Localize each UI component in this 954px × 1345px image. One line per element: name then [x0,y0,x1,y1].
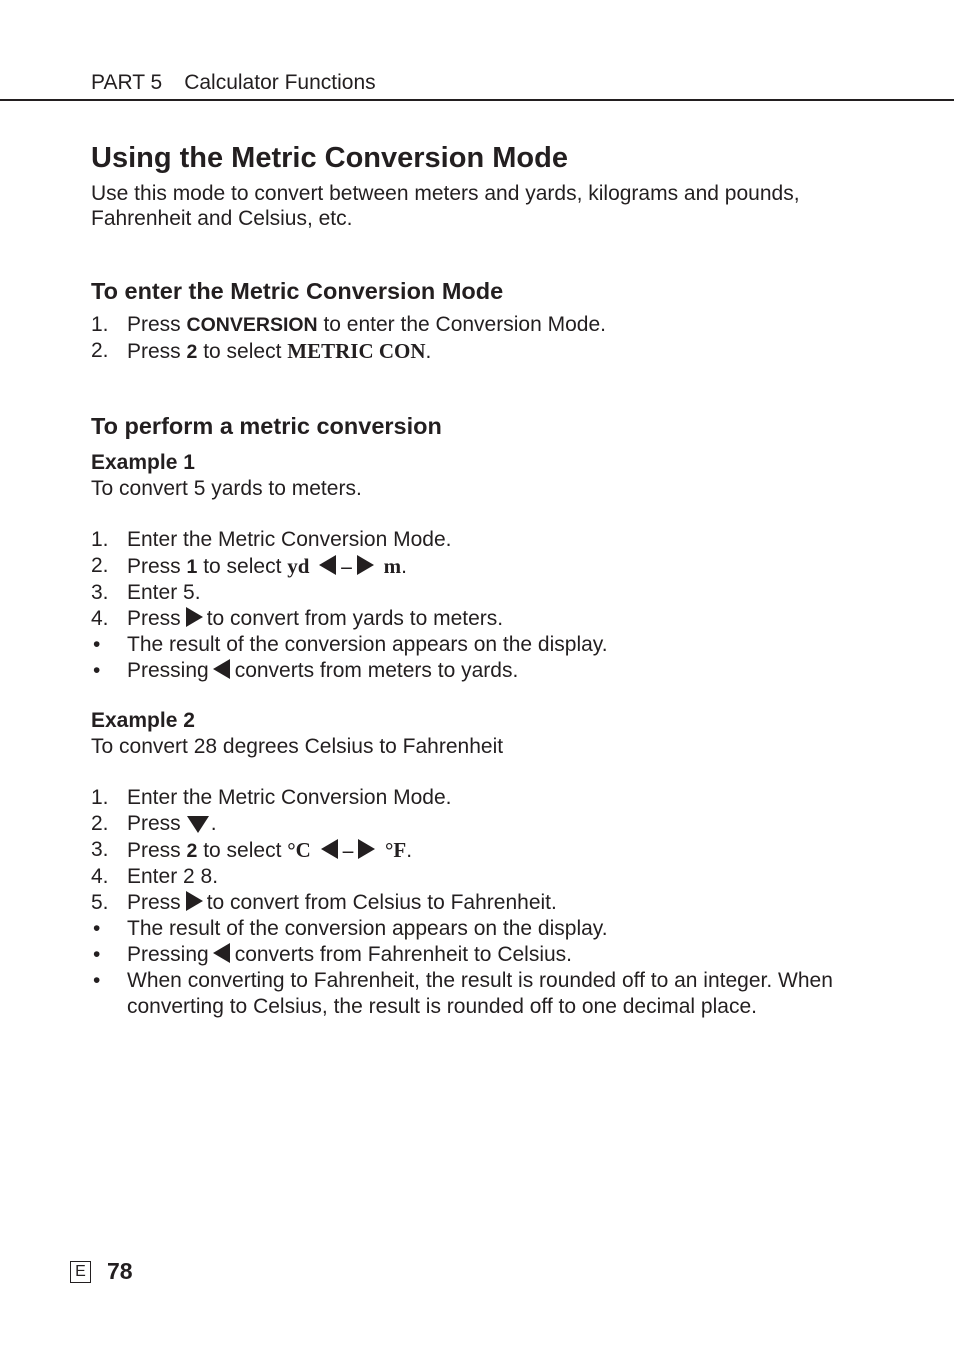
list-item: 2. Press 1 to select yd – m. [91,554,407,578]
intro-paragraph: Use this mode to convert between meters and yards, kilograms and pounds, Fahrenheit and Celsius, etc. [91,182,800,230]
list-item: • The result of the conversion appears on the display. [93,633,608,656]
list-item: 1. Press CONVERSION to enter the Conversion Mode. [91,313,606,336]
enter-mode-steps [91,312,871,365]
example-2-title: Example 2 [91,709,195,732]
list-item: • Pressing converts from meters to yards. [93,659,519,682]
right-arrow-key-icon [186,891,203,911]
list-item: 2. Press . [91,812,217,835]
example-2-steps [91,785,871,1020]
right-arrow-icon [358,839,375,859]
language-tab: E [70,1261,91,1283]
perform-conversion-heading: To perform a metric conversion [91,413,442,439]
list-item: 1. Enter the Metric Conversion Mode. [91,528,452,551]
list-item: • When converting to Fahrenheit, the result is rounded off to an integer. When converting to Celsius, the result is rounded off to one decimal place. [93,969,833,1018]
display-text: METRIC CON [287,339,426,363]
list-item: • Pressing converts from Fahrenheit to Celsius. [93,943,573,966]
left-arrow-key-icon [213,943,230,963]
list-item: • The result of the conversion appears on the display. [93,917,608,940]
list-item: 5. Press to convert from Celsius to Fahrenheit. [91,891,557,914]
list-item: 1. Enter the Metric Conversion Mode. [91,786,452,809]
list-item: 2. Press 2 to select METRIC CON. [91,339,432,363]
page-title: Using the Metric Conversion Mode [91,142,568,174]
left-arrow-icon [319,555,336,575]
left-arrow-key-icon [213,659,230,679]
down-arrow-key-icon [187,816,209,833]
enter-mode-heading: To enter the Metric Conversion Mode [91,278,504,304]
list-item: 4. Enter 2 8. [91,865,219,888]
page-content [91,140,871,1020]
example-1-steps [91,527,871,684]
page-footer [70,1258,133,1285]
section-label: Calculator Functions [184,71,376,94]
key-2: 2 [186,341,198,363]
conversion-key: CONVERSION [186,314,318,336]
list-item: 3. Enter 5. [91,581,201,604]
part-label: PART 5 [91,71,163,94]
list-item: 4. Press to convert from yards to meters. [91,607,504,630]
key-1: 1 [186,556,198,578]
header-divider [0,99,954,101]
list-item: 3. Press 2 to select °C – °F. [91,838,413,862]
page-header [91,70,376,96]
key-2: 2 [186,840,198,862]
right-arrow-key-icon [186,607,203,627]
example-1-title: Example 1 [91,451,195,474]
page-number: 78 [107,1258,133,1284]
example-2-description: To convert 28 degrees Celsius to Fahrenheit [91,735,504,758]
right-arrow-icon [357,555,374,575]
example-1-description: To convert 5 yards to meters. [91,477,362,500]
left-arrow-icon [321,839,338,859]
